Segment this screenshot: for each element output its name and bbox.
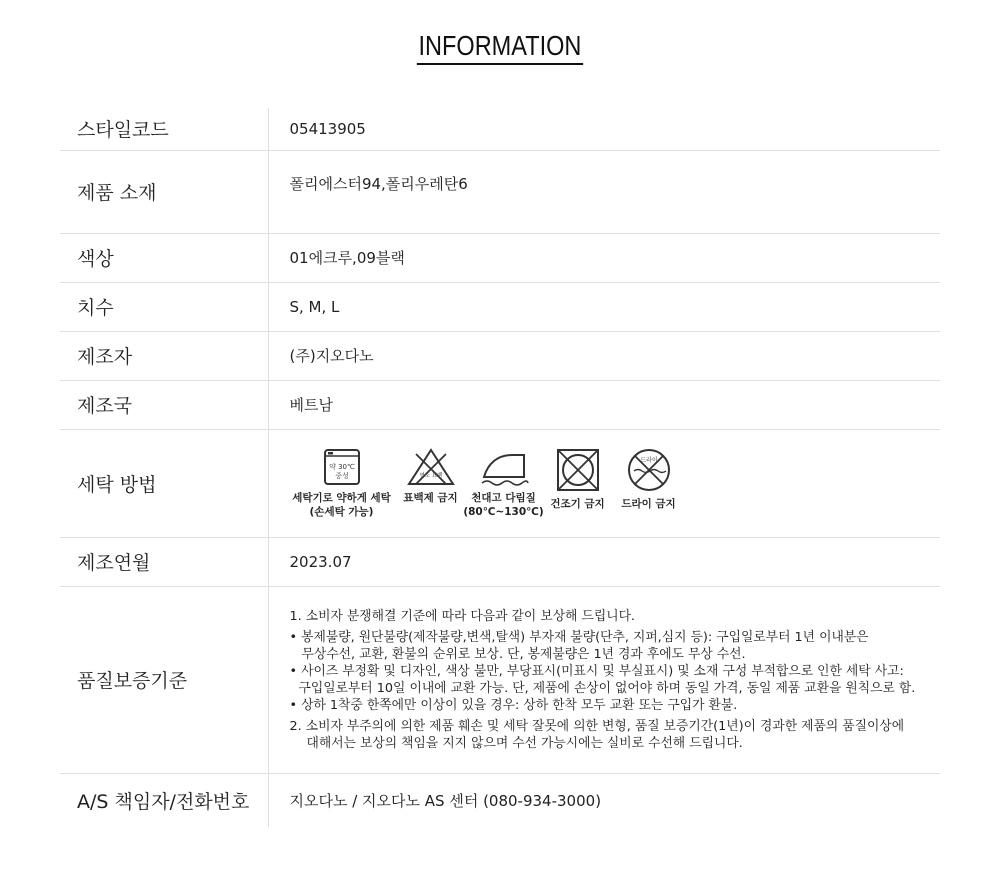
row-value: 05413905 (289, 119, 366, 138)
table-row-manufacturer (60, 331, 940, 380)
row-label: A/S 책임자/전화번호 (60, 773, 268, 827)
product-info-table (60, 108, 940, 827)
row-value: (주)지오다노 (289, 347, 374, 365)
care-item-no-tumble-dry (549, 447, 607, 511)
warranty-line: 1. 소비자 분쟁해결 기준에 따라 다음과 같이 보상해 드립니다. (289, 608, 636, 624)
warranty-line: 2. 소비자 부주의에 의한 제품 훼손 및 세탁 잘못에 의한 변형, 품질 보증기간(1년)이 경과한 제품의 품질이상에 (289, 718, 905, 734)
row-value: 베트남 (289, 396, 333, 414)
hand-wash-icon (322, 447, 362, 487)
row-label: 세탁 방법 (60, 429, 268, 537)
row-label: 치수 (60, 282, 268, 331)
icon-dry-text: 드라이 (639, 457, 658, 464)
table-row-size (60, 282, 940, 331)
row-label: 제조연월 (60, 537, 268, 586)
iron-icon (478, 447, 530, 487)
warranty-line: • 사이즈 부정확 및 디자인, 색상 불만, 부당표시(미표시 및 부실표시) 및 소재 구성 부적합으로 인한 세탁 사고: (289, 663, 904, 679)
row-label: 품질보증기준 (60, 586, 268, 773)
table-row-made-date (60, 537, 940, 586)
icon-neutral-text: 중성 (334, 472, 349, 480)
care-item-iron (463, 447, 544, 519)
no-dry-clean-icon (626, 447, 672, 493)
care-label-line: (80℃~130℃) (463, 506, 544, 518)
table-row-style-code (60, 108, 940, 150)
care-item-hand-wash (291, 447, 393, 519)
care-item-no-dry-clean (617, 447, 681, 511)
warranty-line: • 상하 1착중 한쪽에만 이상이 있을 경우: 상하 한착 모두 교환 또는 구입가 환불. (289, 697, 738, 713)
page-title: INFORMATION (417, 30, 583, 65)
row-value: 지오다노 / 지오다노 AS 센터 (080-934-3000) (289, 791, 602, 810)
table-row-as-contact (60, 773, 940, 827)
no-tumble-dry-icon (555, 447, 601, 493)
icon-temp-text: 약 30℃ (328, 463, 355, 471)
care-label-line: 세탁기로 약하게 세탁 (292, 492, 391, 504)
warranty-line: 무상수선, 교환, 환불의 순위로 보상. 단, 봉제불량은 1년 경과 후에도 무상 수선. (301, 646, 746, 662)
warranty-text (290, 602, 941, 758)
table-row-material (60, 150, 940, 233)
care-label-line: 천대고 다림질 (471, 492, 536, 504)
care-label-line: 건조기 금지 (550, 498, 605, 510)
table-row-washing (60, 429, 940, 537)
washing-icons-cell (268, 429, 940, 537)
row-label: 제조국 (60, 380, 268, 429)
care-icons (291, 447, 941, 519)
no-bleach-icon (405, 447, 457, 487)
care-label (550, 497, 604, 511)
warranty-cell (268, 586, 940, 773)
row-value: 폴리에스터94,폴리우레탄6 (289, 174, 468, 193)
warranty-line: • 봉제불량, 원단불량(제작불량,변색,탈색) 부자재 불량(단추, 지퍼,심지 등): 구입일로부터 1년 이내분은 (289, 629, 869, 645)
row-value: 01에크루,09블랙 (289, 249, 405, 267)
care-label (403, 491, 457, 505)
table-row-country (60, 380, 940, 429)
care-item-no-bleach (403, 447, 459, 505)
row-label: 스타일코드 (60, 108, 268, 150)
care-label-line: 표백제 금지 (403, 492, 458, 504)
care-label (292, 491, 391, 519)
row-label: 제조자 (60, 331, 268, 380)
care-label (463, 491, 543, 519)
care-label-line: 드라이 금지 (621, 498, 676, 510)
warranty-line: 대해서는 보상의 책임을 지지 않으며 수선 가능시에는 실비로 수선해 드립니다. (306, 735, 743, 751)
row-label: 제품 소재 (60, 150, 268, 233)
care-label (621, 497, 675, 511)
warranty-line: 구입일로부터 10일 이내에 교환 가능. 단, 제품에 손상이 없어야 하며 동일 가격, 동일 제품 교환을 원칙으로 함. (298, 680, 916, 696)
table-row-color (60, 233, 940, 282)
row-label: 색상 (60, 233, 268, 282)
row-value: 2023.07 (289, 552, 352, 571)
care-label-line: (손세탁 가능) (309, 506, 374, 518)
icon-bleach-text: 염소 표백 (418, 473, 443, 479)
information-title-wrap (0, 30, 1000, 65)
row-value: S, M, L (289, 297, 340, 316)
table-row-warranty (60, 586, 940, 773)
